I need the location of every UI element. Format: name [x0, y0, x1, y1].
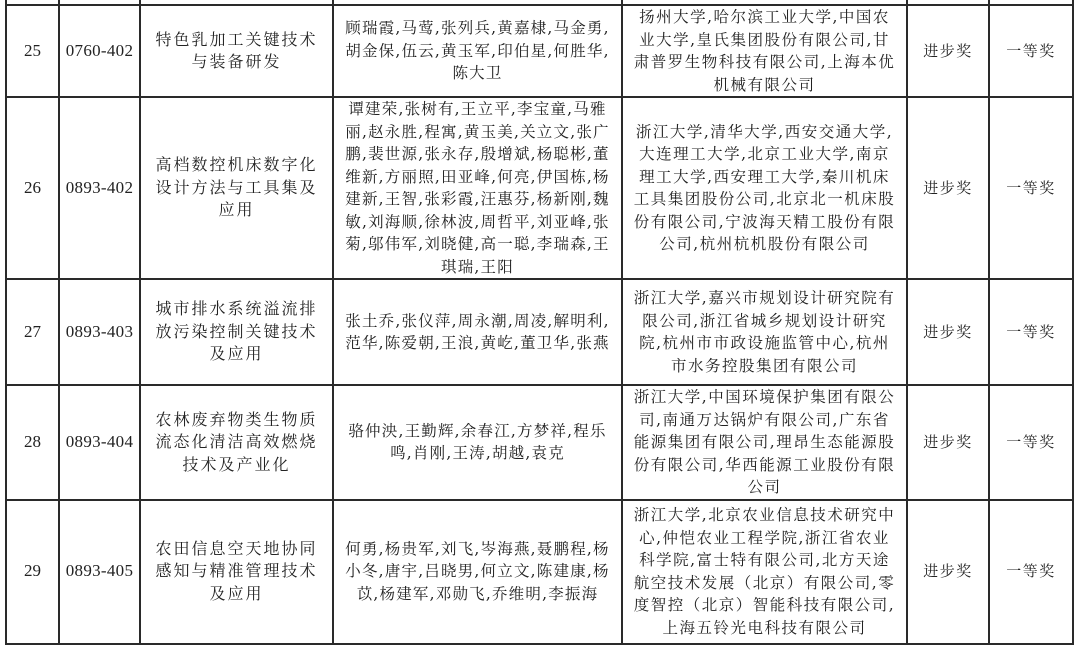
- project-title: 农林废弃物类生物质流态化清洁高效燃烧技术及产业化: [140, 385, 333, 500]
- main-contributors: 骆仲泱,王勤辉,余春江,方梦祥,程乐鸣,肖刚,王涛,胡越,袁克: [333, 385, 622, 500]
- project-code: 0893-404: [59, 385, 140, 500]
- main-organizations: 浙江大学,北京农业信息技术研究中心,仲恺农业工程学院,浙江省农业科学院,富士特有限公司,北方天途航空技术发展（北京）有限公司,零度智控（北京）智能科技有限公司,上海五铃光电科技有限公司: [622, 500, 907, 644]
- project-title: 农田信息空天地协同感知与精准管理技术及应用: [140, 500, 333, 644]
- award-type: 进步奖: [907, 279, 989, 385]
- main-contributors: 顾瑞霞,马莺,张列兵,黄嘉棣,马金勇,胡金保,伍云,黄玉军,印伯星,何胜华,陈大卫: [333, 5, 622, 97]
- award-type: 进步奖: [907, 385, 989, 500]
- project-code: 0760-402: [59, 5, 140, 97]
- award-grade: 一等奖: [989, 500, 1073, 644]
- table-row: [6, 500, 1073, 644]
- main-contributors: 何勇,杨贵军,刘飞,岑海燕,聂鹏程,杨小冬,唐宇,吕晓男,何立文,陈建康,杨苡,杨建军,邓勋飞,乔维明,李振海: [333, 500, 622, 644]
- main-organizations: 浙江大学,中国环境保护集团有限公司,南通万达锅炉有限公司,广东省能源集团有限公司,理昂生态能源股份有限公司,华西能源工业股份有限公司: [622, 385, 907, 500]
- table-row: [6, 279, 1073, 385]
- row-number: 27: [6, 279, 59, 385]
- project-title: 特色乳加工关键技术与装备研发: [140, 5, 333, 97]
- row-number: 25: [6, 5, 59, 97]
- main-organizations: 浙江大学,嘉兴市规划设计研究院有限公司,浙江省城乡规划设计研究院,杭州市市政设施监管中心,杭州市水务控股集团有限公司: [622, 279, 907, 385]
- row-number: 26: [6, 97, 59, 279]
- row-number: 28: [6, 385, 59, 500]
- main-organizations: 浙江大学,清华大学,西安交通大学,大连理工大学,北京工业大学,南京理工大学,西安理工大学,秦川机床工具集团股份公司,北京北一机床股份有限公司,宁波海天精工股份有限公司,杭州杭机股份有限公司: [622, 97, 907, 279]
- award-type: 进步奖: [907, 97, 989, 279]
- award-grade: 一等奖: [989, 385, 1073, 500]
- table-row: [6, 5, 1073, 97]
- award-type: 进步奖: [907, 500, 989, 644]
- project-title: 高档数控机床数字化设计方法与工具集及应用: [140, 97, 333, 279]
- award-grade: 一等奖: [989, 279, 1073, 385]
- table-row: [6, 385, 1073, 500]
- main-contributors: 张土乔,张仪萍,周永潮,周凌,解明利,范华,陈爱朝,王浪,黄屹,董卫华,张燕: [333, 279, 622, 385]
- project-code: 0893-402: [59, 97, 140, 279]
- awards-table: [5, 0, 1074, 645]
- project-code: 0893-403: [59, 279, 140, 385]
- main-contributors: 谭建荣,张树有,王立平,李宝童,马雅丽,赵永胜,程寓,黄玉美,关立文,张广鹏,裴世源,张永存,殷增斌,杨聪彬,董维新,方丽照,田亚峰,何亮,伊国栋,杨建新,王智,张彩霞,汪惠芬,杨新刚,魏敏,刘海顺,徐林波,周哲平,刘亚峰,张菊,邬伟军,刘晓健,高一聪,李瑞森,王琪瑞,王阳: [333, 97, 622, 279]
- awards-table-container: [5, 0, 1074, 645]
- table-row: [6, 97, 1073, 279]
- row-number: 29: [6, 500, 59, 644]
- main-organizations: 扬州大学,哈尔滨工业大学,中国农业大学,皇氏集团股份有限公司,甘肃普罗生物科技有限公司,上海本优机械有限公司: [622, 5, 907, 97]
- award-grade: 一等奖: [989, 97, 1073, 279]
- award-type: 进步奖: [907, 5, 989, 97]
- award-grade: 一等奖: [989, 5, 1073, 97]
- project-code: 0893-405: [59, 500, 140, 644]
- project-title: 城市排水系统溢流排放污染控制关键技术及应用: [140, 279, 333, 385]
